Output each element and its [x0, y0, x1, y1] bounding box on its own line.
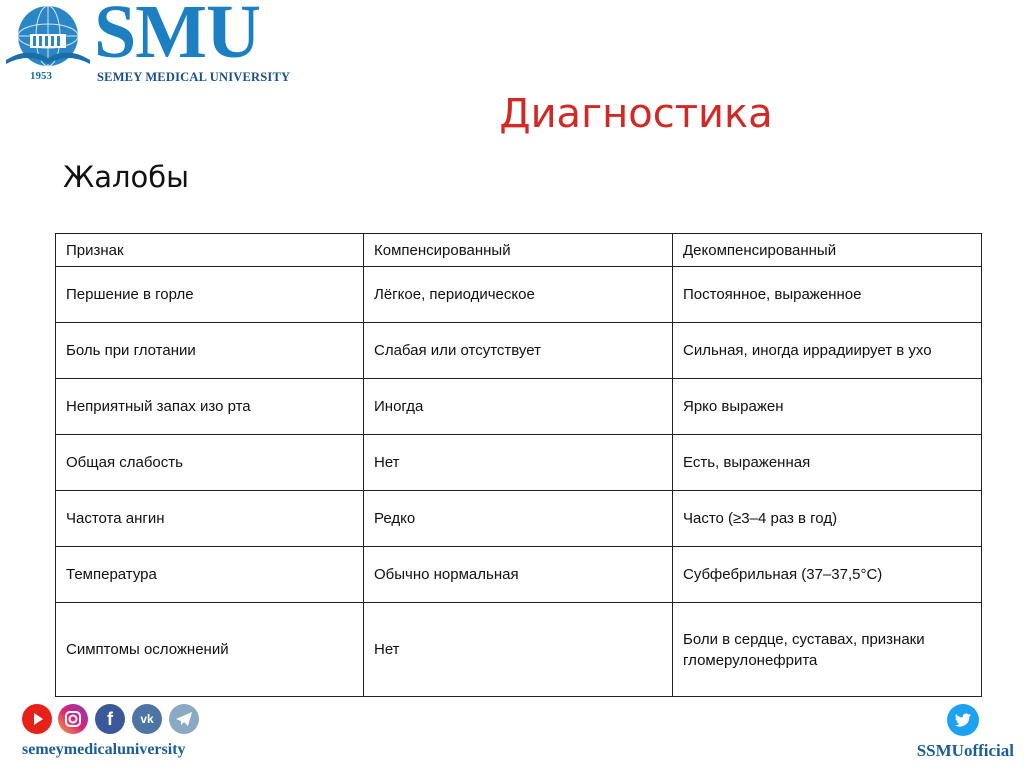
table-cell: Температура — [56, 547, 364, 603]
logo-founding-year: 1953 — [30, 70, 52, 82]
table-cell: Першение в горле — [56, 267, 364, 323]
youtube-icon[interactable] — [22, 704, 52, 734]
table-header-cell: Признак — [56, 234, 364, 267]
table-cell: Слабая или отсутствует — [364, 323, 673, 379]
table-cell: Частота ангин — [56, 491, 364, 547]
table-row — [56, 435, 982, 491]
table-cell: Постоянное, выраженное — [673, 267, 982, 323]
twitter-icon[interactable] — [947, 704, 979, 736]
table-cell: Боли в сердце, суставах, признаки гломерулонефрита — [673, 603, 982, 697]
table-cell: Симптомы осложнений — [56, 603, 364, 697]
table-cell: Нет — [364, 603, 673, 697]
table-header-cell: Декомпенсированный — [673, 234, 982, 267]
logo-university-name: SEMEY MEDICAL UNIVERSITY — [97, 70, 291, 84]
table-cell: Субфебрильная (37–37,5°С) — [673, 547, 982, 603]
table-row — [56, 267, 982, 323]
slide-title: Диагностика — [499, 91, 773, 137]
university-emblem-icon — [4, 2, 92, 74]
twitter-handle[interactable]: SSMUofficial — [916, 741, 1014, 760]
table-header-cell: Компенсированный — [364, 234, 673, 267]
section-heading: Жалобы — [63, 160, 190, 194]
table-cell: Нет — [364, 435, 673, 491]
table-cell: Лёгкое, периодическое — [364, 267, 673, 323]
telegram-icon[interactable] — [169, 704, 199, 734]
table-header-row — [56, 234, 982, 267]
table-cell: Ярко выражен — [673, 379, 982, 435]
table-cell: Часто (≥3–4 раз в год) — [673, 491, 982, 547]
social-handle[interactable]: semeymedicaluniversity — [22, 741, 186, 758]
logo-wordmark: SMU — [94, 0, 260, 74]
twitter-link[interactable] — [905, 704, 1020, 764]
table-row — [56, 603, 982, 697]
table-cell: Есть, выраженная — [673, 435, 982, 491]
table-row — [56, 323, 982, 379]
table-cell: Иногда — [364, 379, 673, 435]
facebook-icon[interactable]: f — [95, 704, 125, 734]
smu-logo — [0, 0, 310, 92]
table-cell: Боль при глотании — [56, 323, 364, 379]
table-row — [56, 547, 982, 603]
table-cell: Неприятный запах изо рта — [56, 379, 364, 435]
table-cell: Редко — [364, 491, 673, 547]
table-row — [56, 379, 982, 435]
complaints-table — [55, 233, 982, 697]
vk-icon[interactable]: vk — [132, 704, 162, 734]
table-row — [56, 491, 982, 547]
table-cell: Обычно нормальная — [364, 547, 673, 603]
table-cell: Общая слабость — [56, 435, 364, 491]
table-cell: Сильная, иногда иррадиирует в ухо — [673, 323, 982, 379]
instagram-icon[interactable] — [58, 704, 88, 734]
social-links — [22, 704, 212, 764]
